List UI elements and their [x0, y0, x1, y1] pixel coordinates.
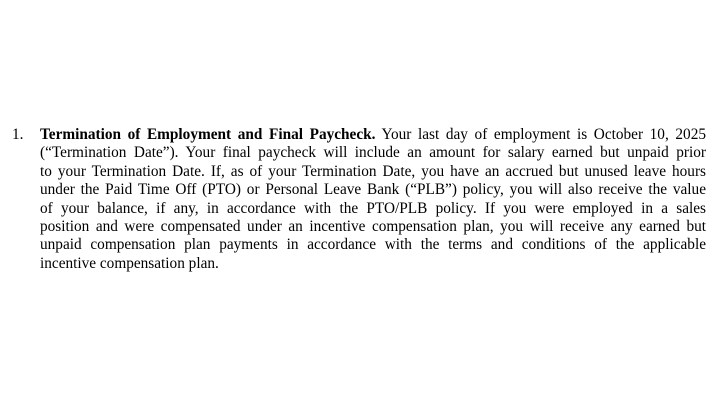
clause-line-7: unpaid compensation plan payments in accordance with the terms and conditions of the applicable [40, 236, 706, 254]
section-number: 1. [12, 126, 24, 143]
clause-line-6: position and were compensated under an incentive compensation plan, you will receive any earned but [40, 218, 706, 236]
clause-line-2: (“Termination Date”). Your final paycheck will include an amount for salary earned but unpaid prior [40, 144, 706, 162]
clause-body [40, 126, 706, 273]
clause-text-1: Your last day of employment is October 10, 2025 [375, 126, 706, 143]
clause-line-8: incentive compensation plan. [40, 254, 219, 272]
clause-line-1 [40, 126, 706, 144]
section-heading: Termination of Employment and Final Paycheck. [40, 126, 376, 143]
clause-line-4: under the Paid Time Off (PTO) or Personal Leave Bank (“PLB”) policy, you will also receive the value [40, 181, 706, 199]
termination-clause [12, 126, 706, 273]
clause-line-3: to your Termination Date. If, as of your Termination Date, you have an accrued but unused leave hours [40, 162, 706, 180]
clause-line-5: of your balance, if any, in accordance with the PTO/PLB policy. If you were employed in a sales [40, 199, 706, 217]
